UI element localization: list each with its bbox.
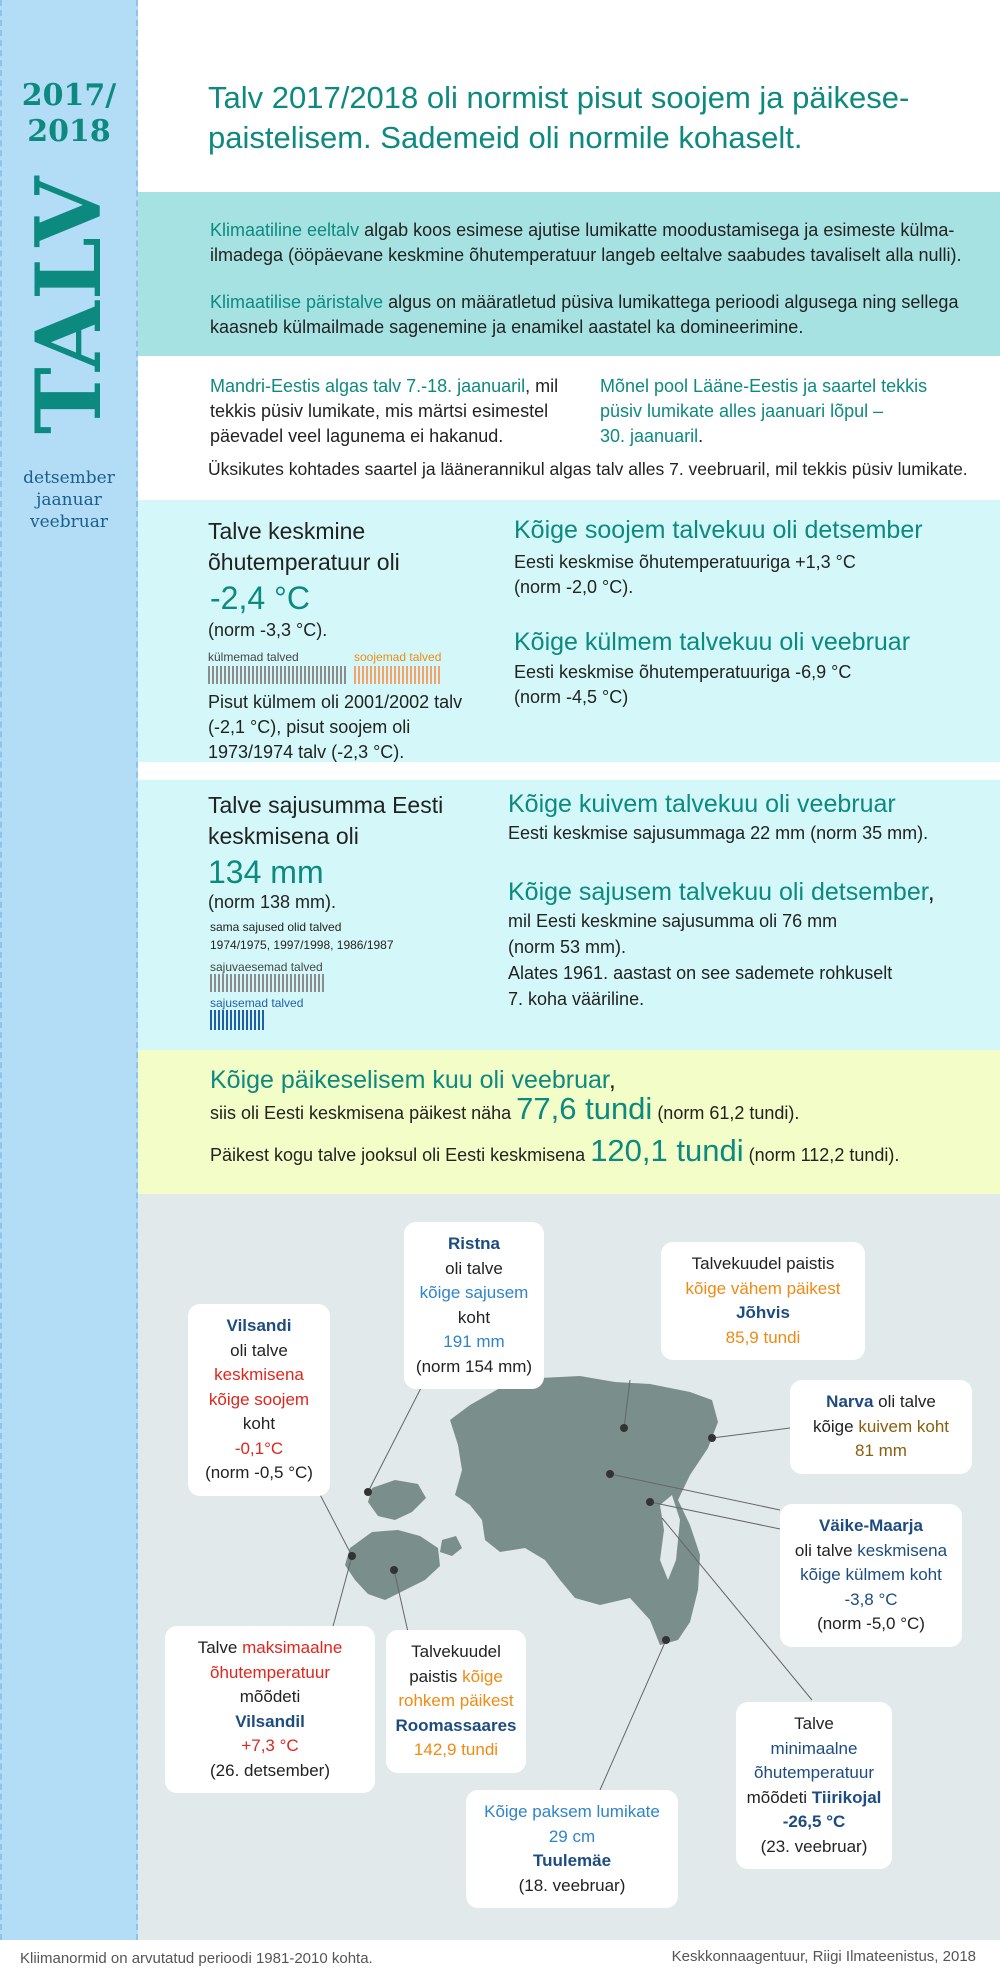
temperature-label-line2: õhutemperatuur oli <box>208 549 400 575</box>
dot-tuulemae <box>662 1636 670 1644</box>
johvi-name: Jõhvis <box>736 1303 790 1322</box>
mainland-term: Mandri-Eestis algas talv 7.-18. jaanuaril <box>210 376 526 396</box>
sidebar-year-line2: 2018 <box>27 114 111 149</box>
tiirikoja-line1: Talve <box>794 1714 834 1733</box>
vilsandi-warm-line4: kõige soojem <box>208 1389 310 1409</box>
vaike-maarja-line3: kõige külmem koht <box>800 1565 942 1584</box>
vilsandi-warm-line2: oli talve <box>230 1340 288 1360</box>
roomassaare-line2: paistis <box>409 1666 463 1686</box>
dot-tiirikoja <box>606 1470 614 1478</box>
west-dot: . <box>698 426 704 446</box>
muhu-shape <box>440 1536 462 1556</box>
johvi-value: 85,9 tundi <box>725 1327 801 1347</box>
wettest-text2: (norm 53 mm). <box>508 937 627 957</box>
temperature-note-line2: (-2,1 °C), pisut soojem oli <box>208 717 411 737</box>
ristna-line2: oli talve <box>445 1258 503 1278</box>
sunshine-line3-post: (norm 112,2 tundi). <box>743 1145 900 1165</box>
ristna-line4: koht <box>457 1307 491 1327</box>
wettest-text3: Alates 1961. aastast on see sademete rohkuselt <box>508 963 893 983</box>
sunshine-title-comma: , <box>608 1066 616 1094</box>
tiirikoja-line4: mõõdeti <box>746 1787 812 1807</box>
eeltalv-text2: ilmadega (ööpäevane keskmine õhutemperatuur langeb eeltalve saabudes tavaliselt alla nulli). <box>210 245 962 265</box>
tuulemae-date: (18. veebruar) <box>518 1875 626 1895</box>
vilsandi-max-pre: Talve <box>197 1638 243 1657</box>
west-line1: Mõnel pool Lääne-Eestis ja saartel tekkis <box>600 376 928 396</box>
same-winters-years: 1974/1975, 1997/1998, 1986/1987 <box>210 938 394 952</box>
vilsandi-warm-name: Vilsandi <box>226 1316 292 1335</box>
west-line2: püsiv lumikate alles jaanuari lõpul – <box>600 401 884 421</box>
ristna-value: 191 mm <box>443 1332 505 1351</box>
ristna-line3: kõige sajusem <box>419 1283 529 1302</box>
sidebar-month-3: veebruar <box>30 512 108 532</box>
vilsandi-max-value: +7,3 °C <box>241 1736 299 1755</box>
vaike-maarja-line2: oli talve <box>794 1540 858 1560</box>
ristna-norm: (norm 154 mm) <box>415 1356 533 1376</box>
johvi-line2: kõige vähem päikest <box>685 1278 841 1298</box>
vilsandi-max-term: maksimaalne <box>242 1638 343 1657</box>
tuulemae-line1: Kõige paksem lumikate <box>484 1802 660 1821</box>
precipitation-label-line2: keskmisena oli <box>208 823 359 849</box>
johvi-line1: Talvekuudel paistis <box>691 1254 835 1273</box>
vilsandi-max-name: Vilsandil <box>235 1711 305 1731</box>
tiirikoja-line2: minimaalne <box>770 1738 858 1758</box>
vilsandi-max-date: (26. detsember) <box>210 1760 330 1780</box>
warmest-month-title: Kõige soojem talvekuu oli detsember <box>514 516 923 544</box>
narva-line1-rest: oli talve <box>873 1392 936 1411</box>
sunshine-line2-pre: siis oli Eesti keskmisena päikest näha <box>210 1103 517 1123</box>
roomassaare-value: 142,9 tundi <box>413 1740 499 1759</box>
tiirikoja-name: Tiirikojal <box>811 1787 882 1807</box>
tiirikoja-value: -26,5 °C <box>782 1812 846 1831</box>
temperature-label-line1: Talve keskmine <box>208 518 366 544</box>
temperature-note-line1: Pisut külmem oli 2001/2002 talv <box>208 692 463 712</box>
sunshine-line2-post: (norm 61,2 tundi). <box>652 1103 800 1123</box>
wettest-text4: 7. koha vääriline. <box>508 989 645 1009</box>
sidebar-month-1: detsember <box>23 468 115 488</box>
card-vilsandi-max <box>165 1626 375 1793</box>
warmest-text2: (norm -2,0 °C). <box>514 577 634 597</box>
card-vilsandi-warm <box>188 1304 330 1496</box>
footer-climate-norms: Kliimanormid on arvutatud perioodi 1981-2010 kohta. <box>20 1950 373 1967</box>
dot-vilsandi <box>348 1552 356 1560</box>
vilsandi-warm-value: -0,1°C <box>234 1438 284 1458</box>
tuulemae-value: 29 cm <box>548 1826 596 1846</box>
vilsandi-max-line2: õhutemperatuur <box>209 1662 331 1682</box>
coldest-text2: (norm -4,5 °C) <box>514 687 629 707</box>
islands-start: Üksikutes kohtades saartel ja läänerannikul algas talv alles 7. veebruaril, mil tekkis püsiv lumikate. <box>208 459 968 479</box>
dot-ristna <box>364 1488 372 1496</box>
tuulemae-name: Tuulemäe <box>532 1851 612 1870</box>
sunshine-line2-value: 77,6 tundi <box>516 1091 653 1126</box>
card-narva <box>790 1380 972 1474</box>
card-tuulemae <box>466 1790 678 1908</box>
temperature-norm: (norm -3,3 °C). <box>208 620 328 640</box>
narva-line2-term: kuivem koht <box>858 1416 950 1436</box>
vaike-maarja-line2-term: keskmisena <box>857 1540 948 1560</box>
narva-name: Narva <box>826 1392 874 1411</box>
vilsandi-warm-line5: koht <box>242 1414 276 1433</box>
sunshine-line3-value: 120,1 tundi <box>590 1133 744 1168</box>
temperature-value: -2,4 °C <box>210 580 310 616</box>
mainland-estonia-shape <box>450 1376 718 1645</box>
roomassaare-line3: rohkem päikest <box>398 1691 514 1710</box>
dot-roomassaare <box>390 1566 398 1574</box>
headline-line2: paistelisem. Sademeid oli normile kohaselt. <box>208 120 803 155</box>
vaike-maarja-value: -3,8 °C <box>844 1589 898 1609</box>
ristna-name: Ristna <box>448 1234 500 1253</box>
precipitation-value: 134 mm <box>208 854 324 890</box>
card-roomassaare <box>386 1630 526 1773</box>
precipitation-norm: (norm 138 mm). <box>208 892 337 912</box>
sidebar-title: TALV <box>16 175 122 435</box>
wettest-title-comma: , <box>927 878 935 906</box>
drier-winters-label: sajuvaesemad talved <box>210 960 323 974</box>
hiiumaa-shape <box>368 1480 426 1520</box>
saaremaa-shape <box>345 1530 440 1600</box>
sidebar-year-line1: 2017/ <box>21 78 117 113</box>
tiirikoja-line3: õhutemperatuur <box>753 1763 875 1782</box>
sidebar-month-2: jaanuar <box>36 490 102 510</box>
vilsandi-max-line3: mõõdeti <box>239 1687 301 1706</box>
tiirikoja-date: (23. veebruar) <box>760 1836 868 1856</box>
colder-winters-label: külmemad talved <box>208 650 299 664</box>
vaike-maarja-name: Väike-Maarja <box>819 1516 923 1535</box>
card-vaike-maarja <box>780 1504 962 1647</box>
mainland-rest1: , mil <box>525 376 559 396</box>
driest-month-text: Eesti keskmise sajusummaga 22 mm (norm 35 mm). <box>508 823 929 843</box>
footer-source: Keskkonnaagentuur, Riigi Ilmateenistus, 2018 <box>671 1948 976 1965</box>
warmer-winters-label: soojemad talved <box>354 650 442 664</box>
same-winters-label: sama sajused olid talved <box>210 920 342 934</box>
warmest-text1: Eesti keskmise õhutemperatuuriga +1,3 °C <box>514 552 856 572</box>
mainland-rest3: päevadel veel lagunema ei hakanud. <box>210 426 504 446</box>
wettest-title-text: Kõige sajusem talvekuu oli detsember <box>508 878 928 906</box>
headline-line1: Talv 2017/2018 oli normist pisut soojem ja päikese- <box>208 80 910 115</box>
vaike-maarja-norm: (norm -5,0 °C) <box>817 1614 925 1633</box>
precipitation-label-line1: Talve sajusumma Eesti <box>208 792 444 818</box>
card-tiirikoja <box>736 1702 892 1869</box>
sunshine-line3-pre: Päikest kogu talve jooksul oli Eesti keskmisena <box>210 1145 591 1165</box>
roomassaare-name: Roomassaares <box>395 1715 517 1735</box>
roomassaare-line1: Talvekuudel <box>411 1642 501 1661</box>
paristalv-text2: kaasneb külmailmade sagenemine ja enamikel aastatel ka domineerimine. <box>210 317 804 337</box>
narva-line2-pre: kõige <box>812 1416 859 1436</box>
paristalv-text1: algus on määratletud püsiva lumikattega perioodi algusega ning sellega <box>383 292 959 312</box>
coldest-month-title: Kõige külmem talvekuu oli veebruar <box>514 628 911 656</box>
vilsandi-warm-norm: (norm -0,5 °C) <box>205 1463 313 1482</box>
vilsandi-warm-line3: keskmisena <box>214 1365 304 1384</box>
coldest-text1: Eesti keskmise õhutemperatuuriga -6,9 °C <box>514 662 852 682</box>
dot-narva <box>708 1434 716 1442</box>
sunshine-title-text: Kõige päikeselisem kuu oli veebruar <box>210 1066 609 1094</box>
card-ristna <box>404 1222 544 1389</box>
dot-johvi <box>620 1424 628 1432</box>
wetter-winters-label: sajusemad talved <box>210 996 304 1010</box>
paristalv-term: Klimaatilise päristalve <box>210 292 384 312</box>
roomassaare-line2-term: kõige <box>462 1666 503 1686</box>
dot-vaike-maarja <box>646 1498 654 1506</box>
mainland-rest2: tekkis püsiv lumikate, mis märtsi esimestel <box>210 401 549 421</box>
eeltalv-term: Klimaatiline eeltalv <box>210 220 360 240</box>
wettest-text1: mil Eesti keskmine sajusumma oli 76 mm <box>508 911 838 931</box>
driest-month-title: Kõige kuivem talvekuu oli veebruar <box>508 790 896 818</box>
west-line3: 30. jaanuaril <box>600 426 699 446</box>
card-johvi <box>661 1242 865 1360</box>
temperature-note-line3: 1973/1974 talv (-2,3 °C). <box>208 742 405 762</box>
eeltalv-text1: algab koos esimese ajutise lumikatte moodustamisega ja esimeste külma- <box>359 220 955 240</box>
narva-value: 81 mm <box>855 1441 907 1460</box>
